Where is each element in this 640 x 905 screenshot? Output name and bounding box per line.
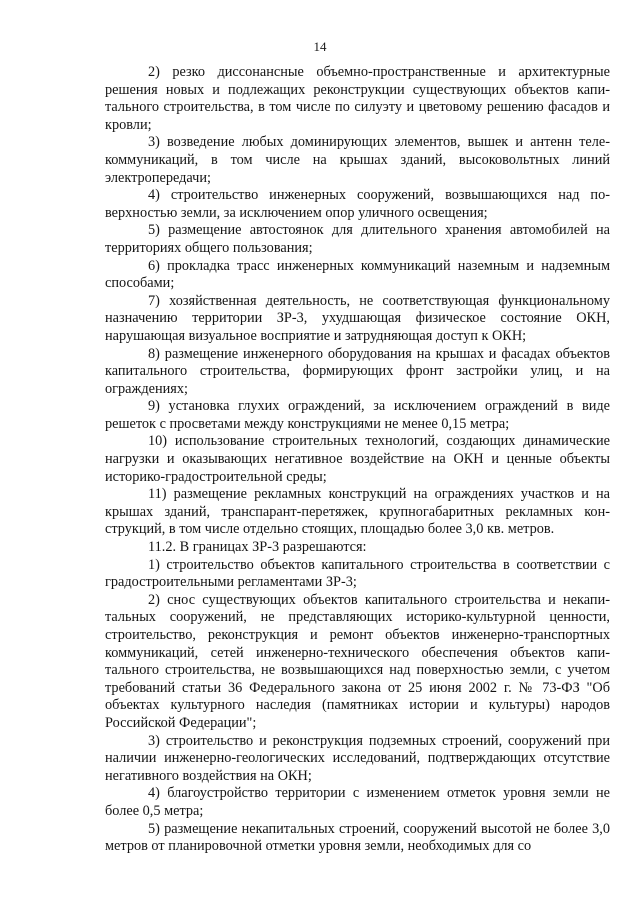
paragraph: 2) резко диссонансные объемно-пространственные и архитектурные решения новых и подлежащих реконструкции существующих объектов капитального строительства, в том числе по силуэту и цветовому решению фасадов и кровли;: [105, 64, 610, 133]
paragraph: 11) размещение рекламных конструкций на ограждениях участков и на крышах зданий, транспарант-перетяжек, крупногабаритных рекламных конструкций, в том числе отдельно стоящих, площадью более 3,0 кв. метров.: [105, 486, 610, 538]
page-number: 14: [313, 39, 327, 54]
paragraph: 7) хозяйственная деятельность, не соответствующая функциональному назначению территории ЗР-3, ухудшающая физическое состояние ОКН, нарушающая визуальное восприятие и затрудняющая доступ к ОКН;: [105, 292, 610, 344]
paragraph: 5) размещение автостоянок для длительного хранения автомобилей на территориях общего пользования;: [105, 222, 610, 256]
paragraph: 3) возведение любых доминирующих элементов, вышек и антенн телекоммуникаций, в том числе на крышах зданий, высоковольтных линий электропередачи;: [105, 134, 610, 186]
paragraph: 5) размещение некапитальных строений, сооружений высотой не более 3,0 метров от планировочной отметки уровня земли, необходимых для со: [105, 820, 610, 855]
document-body: [105, 64, 610, 856]
paragraph: 4) благоустройство территории с изменением отметок уровня земли не более 0,5 метра;: [105, 785, 610, 819]
paragraph: 10) использование строительных технологий, создающих динамические нагрузки и оказывающих негативное воздействие на ОКН и ценные объекты историко-градостроительной среды;: [105, 433, 610, 485]
paragraph: 8) размещение инженерного оборудования на крышах и фасадах объектов капитального строительства, формирующих фронт застройки улиц, и на ограждениях;: [105, 345, 610, 397]
paragraph: 1) строительство объектов капитального строительства в соответствии с градостроительными регламентами ЗР-3;: [105, 556, 610, 591]
section-heading: 11.2. В границах ЗР-3 разрешаются:: [148, 539, 367, 556]
paragraph: 4) строительство инженерных сооружений, возвышающихся над поверхностью земли, за исключением опор уличного освещения;: [105, 187, 610, 221]
paragraph: 9) установка глухих ограждений, за исключением ограждений в виде решеток с просветами между конструкциями не менее 0,15 метра;: [105, 398, 610, 432]
paragraph: 6) прокладка трасс инженерных коммуникаций наземным и надземным способами;: [105, 257, 610, 292]
paragraph: 3) строительство и реконструкция подземных строений, сооружений при наличии инженерно-геологических исследований, подтверждающих отсутствие негативного воздействия на ОКН;: [105, 732, 610, 784]
paragraph: 2) снос существующих объектов капитального строительства и некапитальных сооружений, не представляющих историко-культурной ценности, строительство, реконструкция и ремонт объектов инженерно-транспортных коммуникаций, сетей инженерно-технического обеспечения объектов капитального строительства, не возвышающихся над поверхностью земли, с учетом требований статьи 36 Федерального закона от 25 июня 2002 г. № 73-ФЗ "Об объектах культурного наследия (памятниках истории и культуры) народов Российской Федерации";: [105, 591, 610, 731]
